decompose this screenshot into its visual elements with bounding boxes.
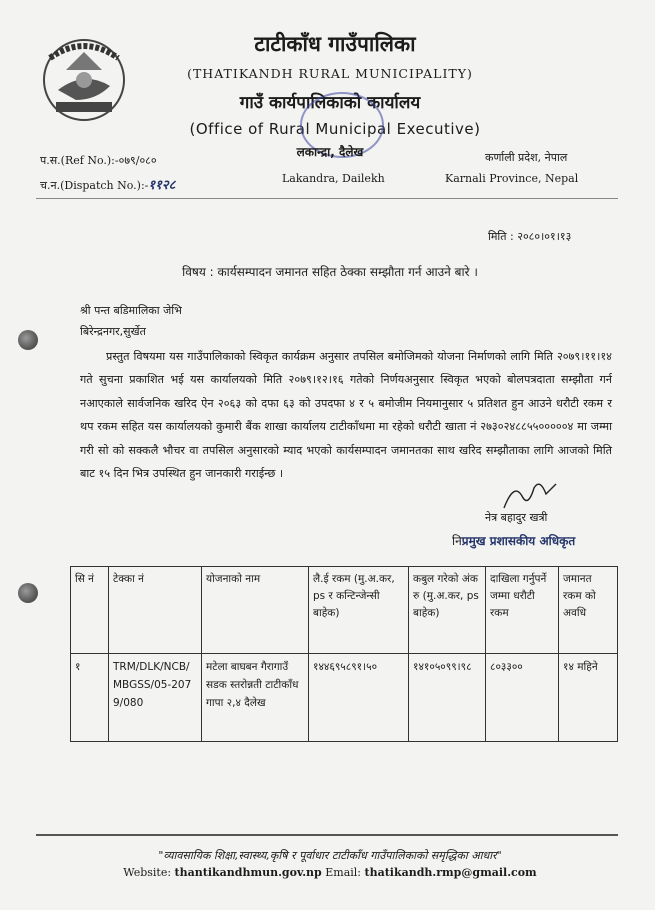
table-header-row [71, 567, 618, 654]
letter-body-paragraph: प्रस्तुत विषयमा यस गाउँपालिकाको स्विकृत कार्यक्रम अनुसार तपसिल बमोजिमको योजना निर्माणको लागि मिति २०७९।११।१४ गते सुचना प्रकाशित भई यस कार्यालयको मिति २०७९।१२।१६ गतेको निर्णयअनुसार स्विकृत भएको बोलपत्रदाता सम्झौता गर्न नआएकाले सार्वजनिक खरिद ऐन २०६३ को दफा ६३ को उपदफा ४ र ५ बमोजीम नियमानुसार ५ प्रतिशत हुन आउने धरौटी रकम र थप रकम सहित यस कार्यालयको कुमारी बैंक शाखा कार्यालय टाटीकाँधमा मा रहेको धरौटी खाता नं २७३०२४८८५५०००००४ मा जम्मा गरी सो को सक्कलै भौचर वा तपसिल अनुसारको म्याद भएको कार्यसम्पादन जमानतका साथ खरिद सम्झौताका लागि आजको मिति बाट १५ दिन भित्र उपस्थित हुन जानकारी गराईन्छ । [80, 350, 612, 481]
dispatch-number [40, 175, 175, 193]
designation-text: प्रमुख प्रशासकीय अधिकृत [461, 534, 576, 548]
letter-date: मिति : २०८०।०१।१३ [488, 230, 572, 243]
website-link[interactable]: thantikandhmun.gov.np [174, 866, 322, 879]
column-header: सि नं [71, 567, 109, 654]
nepal-emblem-logo [36, 30, 132, 126]
municipality-name-np: टाटीकाँध गाउँपालिका [254, 32, 416, 56]
reference-number: प.स.(Ref No.):-०७९/०८० [40, 154, 157, 167]
email-label: Email: [325, 866, 362, 879]
dispatch-number-label: च.न.(Dispatch No.):- [40, 179, 149, 192]
office-name-np: गाउँ कार्यपालिकाको कार्यालय [239, 93, 421, 113]
table-cell: १४४६९५८९१।५० [309, 654, 409, 742]
dispatch-number-value: ११२८ [148, 178, 176, 193]
location-np: लकान्द्रा, दैलेख [296, 145, 364, 159]
province-en: Karnali Province, Nepal [445, 172, 579, 185]
table-cell: ८०३३०० [486, 654, 559, 742]
municipality-name-en: (THATIKANDH RURAL MUNICIPALITY) [187, 66, 473, 81]
email-link[interactable]: thatikandh.rmp@gmail.com [364, 866, 537, 879]
signature-scribble [500, 478, 560, 514]
footer-contact [80, 866, 580, 879]
letter-body [80, 345, 612, 485]
signatory-name: नेत्र बहादुर खत्री [485, 511, 548, 524]
table-row [71, 654, 618, 742]
table-cell: १४ महिने [559, 654, 618, 742]
addressee-name: श्री पन्त बडिमालिका जेभि [80, 304, 182, 317]
designation-prefix: नि [452, 534, 462, 548]
column-header: लै.ई रकम (मु.अ.कर, ps र कन्टिन्जेन्सी बाहेक) [309, 567, 409, 654]
table-cell: मटेला बाघबन गैरागाउँ सडक स्तरोन्नती टाटीकाँध गापा २,४ दैलेख [202, 654, 309, 742]
table-cell: १४१०५०९९।९८ [409, 654, 486, 742]
column-header: जमानत रकम को अवधि [559, 567, 618, 654]
footer-divider [36, 834, 618, 836]
signatory-designation [452, 532, 575, 549]
contract-details-table [70, 566, 618, 742]
column-header: टेक्का नं [109, 567, 202, 654]
district-en: Lakandra, Dailekh [282, 172, 385, 185]
office-name-en: (Office of Rural Municipal Executive) [189, 120, 481, 138]
header-divider [36, 198, 618, 199]
column-header: कबुल गरेको अंक रु (मु.अ.कर, ps बाहेक) [409, 567, 486, 654]
column-header: योजनाको नाम [202, 567, 309, 654]
website-label: Website: [123, 866, 172, 879]
letter-subject: विषय : कार्यसम्पादन जमानत सहित ठेक्का सम्झौता गर्न आउने बारे । [182, 265, 478, 279]
footer-slogan: "व्यावसायिक शिक्षा,स्वास्थ्य,कृषि र पूर्वाधार टाटीकाँध गाउँपालिकाको समृद्धिका आधार" [158, 849, 502, 862]
table-cell: TRM/DLK/NCB/MBGSS/05-2079/080 [109, 654, 202, 742]
column-header: दाखिला गर्नुपर्ने जम्मा धरौटी रकम [486, 567, 559, 654]
province-np: कर्णाली प्रदेश, नेपाल [485, 151, 568, 164]
table-cell: १ [71, 654, 109, 742]
punch-hole-top [18, 330, 38, 350]
addressee-place: बिरेन्द्रनगर,सुर्खेत [80, 325, 146, 338]
punch-hole-bottom [18, 583, 38, 603]
